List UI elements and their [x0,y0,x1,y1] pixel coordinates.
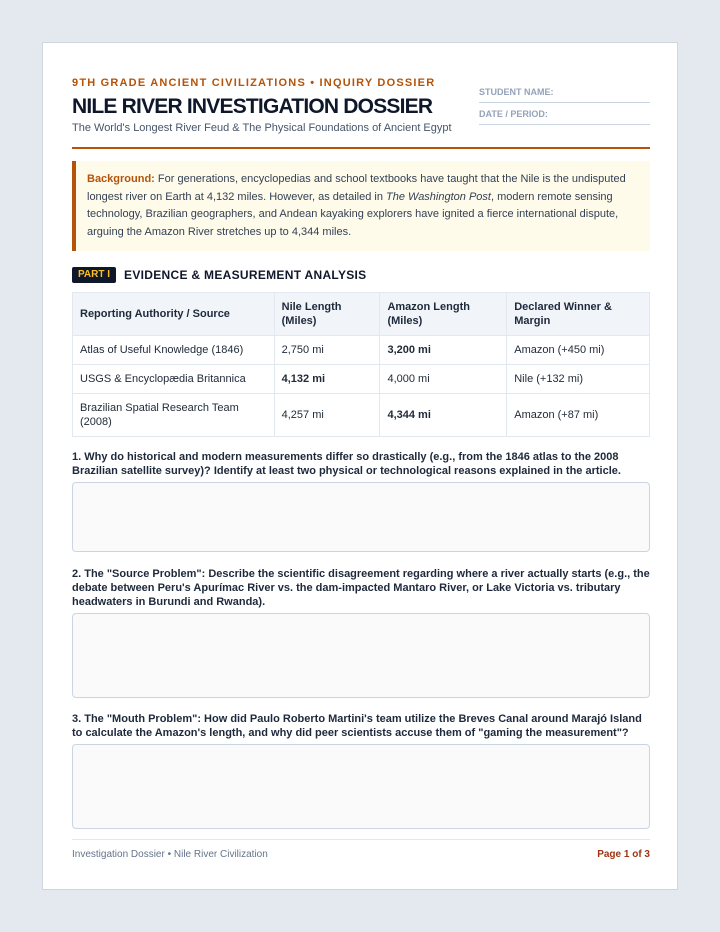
dossier-page [42,42,678,890]
header-divider [72,147,650,149]
cell-nile: 4,257 mi [274,394,380,437]
background-text-1: For generations, encyclopedias and school textbooks have taught that the Nile is the undisputed longest river on Earth at 4,132 miles. However, as detailed in [87,173,626,203]
page-content [72,43,650,889]
column-header-amazon: Amazon Length (Miles) [380,293,507,336]
column-header-winner: Declared Winner & Margin [507,293,650,336]
cell-nile: 2,750 mi [274,336,380,365]
cell-amazon: 4,000 mi [380,365,507,394]
cell-source: Brazilian Spatial Research Team (2008) [73,394,275,437]
cell-winner: Amazon (+450 mi) [507,336,650,365]
table-header-row [73,293,650,336]
background-source: The Washington Post [386,190,491,203]
page-number: Page 1 of 3 [597,849,650,860]
table-row [73,365,650,394]
course-kicker: 9TH GRADE ANCIENT CIVILIZATIONS • INQUIRY DOSSIER [72,77,436,89]
part-heading [72,267,367,283]
footer-left: Investigation Dossier • Nile River Civilization [72,849,268,860]
column-header-source: Reporting Authority / Source [73,293,275,336]
cell-source: Atlas of Useful Knowledge (1846) [73,336,275,365]
cell-winner: Amazon (+87 mi) [507,394,650,437]
answer-box-2[interactable] [72,613,650,698]
student-name-label: STUDENT NAME: [479,87,554,97]
table-row [73,336,650,365]
footer-divider [72,839,650,840]
cell-source: USGS & Encyclopædia Britannica [73,365,275,394]
cell-nile: 4,132 mi [274,365,380,394]
question-2: 2. The "Source Problem": Describe the scientific disagreement regarding where a river actually starts (e.g., the debate between Peru's Apurímac River vs. the dam-impacted Mantaro River, or Lake Victoria vs. tributary headwaters in Burundi and Rwanda). [72,568,650,608]
answer-box-1[interactable] [72,482,650,552]
background-callout [72,161,650,251]
page-title: NILE RIVER INVESTIGATION DOSSIER [72,95,433,118]
answer-box-3[interactable] [72,744,650,829]
evidence-table [72,292,650,437]
background-text-2: , modern remote sensing technology, Brazilian geographers, and Andean kayaking explorers have ignited a fierce international dispute, arguing the Amazon River stretches up to 4,344 miles. [87,190,619,238]
student-name-field[interactable] [479,81,650,103]
table-row [73,394,650,437]
cell-winner: Nile (+132 mi) [507,365,650,394]
part-badge: PART I [72,267,116,283]
page-subtitle: The World's Longest River Feud & The Physical Foundations of Ancient Egypt [72,122,452,134]
date-period-label: DATE / PERIOD: [479,109,548,119]
column-header-nile: Nile Length (Miles) [274,293,380,336]
part-title: EVIDENCE & MEASUREMENT ANALYSIS [124,268,367,282]
cell-amazon: 3,200 mi [380,336,507,365]
question-1: 1. Why do historical and modern measurements differ so drastically (e.g., from the 1846 atlas to the 2008 Brazilian satellite survey)? Identify at least two physical or technological reasons explained in the article. [72,451,621,477]
question-3: 3. The "Mouth Problem": How did Paulo Roberto Martini's team utilize the Breves Canal around Marajó Island to calculate the Amazon's length, and why did peer scientists accuse them of "gaming the measurement"? [72,713,642,739]
cell-amazon: 4,344 mi [380,394,507,437]
background-label: Background: [87,173,155,185]
date-period-field[interactable] [479,103,650,125]
